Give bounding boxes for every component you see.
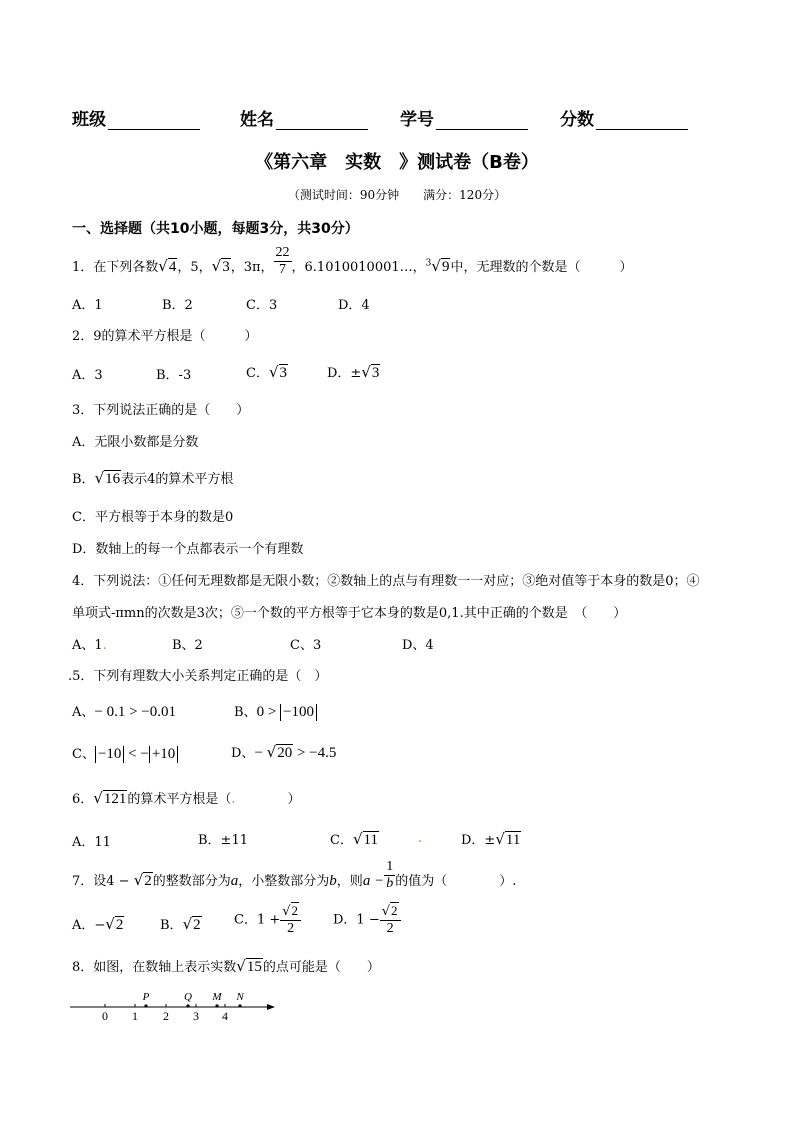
id-label: 学号 — [400, 110, 434, 130]
q7-option-a[interactable]: A．−√2 — [72, 915, 124, 933]
q3-b-value: 16 — [105, 471, 121, 487]
q6-tail: 的算术平方根是（ — [127, 792, 232, 807]
q1-decimal: ，6.1010010001…， — [291, 260, 426, 275]
q7-var-a: a — [230, 873, 239, 889]
q8-tail: 的点可能是（ ） — [262, 960, 380, 975]
question-7: 7．设4 − √2的整数部分为a，小整数部分为b，则a − $\frac{1}{b}$ 的值为（ ）. — [72, 859, 517, 891]
class-field — [72, 105, 200, 130]
id-field — [400, 105, 528, 130]
id-blank[interactable] — [436, 111, 528, 130]
q1-frac-num: 22 — [275, 245, 290, 260]
q5-a-expr: − 0.1 > −0.01 — [94, 704, 177, 720]
q6-radicand: 121 — [103, 791, 127, 807]
q2-d-prefix: D．± — [327, 366, 362, 381]
q7-c-prefix: C．1 + — [234, 912, 281, 928]
q1-sep: ，5， — [177, 260, 212, 275]
q5-option-a[interactable] — [72, 701, 176, 721]
q5-b-prefix: B、 — [234, 705, 257, 720]
q1-prefix: 1．在下列各数 — [72, 260, 159, 275]
score-label: 分数 — [560, 110, 594, 130]
q5-d-minus: − — [254, 745, 267, 761]
q3-option-a[interactable]: A．无限小数都是分数 — [72, 435, 199, 450]
point-label-M: M — [212, 991, 222, 1003]
fraction-1-over-b — [384, 859, 395, 892]
point-label-Q: Q — [184, 991, 192, 1003]
q8-prefix: 8．如图，在数轴上表示实数 — [72, 960, 237, 975]
q5-a-prefix: A、 — [72, 705, 95, 720]
q4-option-c[interactable]: C、3 — [290, 638, 322, 653]
tick-label-4: 4 — [222, 1009, 228, 1022]
q7-expr: a − — [362, 873, 385, 889]
q7-option-d[interactable] — [333, 903, 401, 937]
q7-d-den: 2 — [386, 921, 394, 936]
q7-radicand: 2 — [144, 873, 152, 889]
q6-option-c[interactable]: C．√11 — [330, 830, 378, 848]
tick-label-2: 2 — [163, 1009, 169, 1022]
point-label-P: P — [142, 991, 150, 1003]
point-M — [215, 1004, 218, 1007]
q1-option-a[interactable]: A．1 — [72, 298, 103, 313]
q3-option-b[interactable]: B．√16表示4的算术平方根 — [72, 469, 234, 487]
q5-d-tail: > −4.5 — [293, 745, 337, 761]
question-6: 6．√121的算术平方根是（. ） — [72, 789, 301, 807]
q7-mid2: ，小整数部分为 — [238, 874, 330, 889]
q7-b-prefix: B． — [160, 918, 183, 933]
class-label: 班级 — [72, 110, 106, 130]
q8-radicand: 15 — [246, 959, 262, 975]
q1-option-c[interactable]: C．3 — [246, 298, 278, 313]
q3-option-c[interactable]: C．平方根等于本身的数是0 — [72, 510, 234, 525]
q6-b-text: B．±11 — [198, 833, 248, 848]
q5-b-left: 0 > — [256, 704, 281, 720]
name-label: 姓名 — [240, 110, 274, 130]
q7-option-b[interactable]: B．√2 — [160, 915, 201, 933]
q1-cbrt-value: 9 — [441, 259, 450, 275]
q7-mid1: 的整数部分为 — [152, 874, 231, 889]
q6-option-d[interactable]: D．±√11 — [461, 830, 521, 848]
q7-c-den: 2 — [287, 921, 295, 936]
score-blank[interactable] — [596, 111, 688, 130]
q5-d-radicand: 20 — [277, 745, 293, 761]
q3-b-prefix: B． — [72, 472, 95, 487]
point-Q — [186, 1004, 189, 1007]
q1-sqrt3-value: 3 — [222, 259, 230, 275]
q7-d-prefix: D．1 − — [333, 912, 380, 928]
q5-option-b[interactable] — [234, 701, 317, 721]
q5-c-mid: < − — [124, 746, 149, 762]
q7-mid3: ，则 — [336, 874, 363, 889]
q2-c-prefix: C． — [246, 366, 269, 381]
page-subtitle: （测试时间：90分钟 满分：120分） — [287, 188, 507, 202]
q4-option-d[interactable]: D、4 — [402, 638, 434, 653]
tick-label-1: 1 — [132, 1009, 138, 1022]
q7-var-b: b — [329, 873, 337, 889]
axis-arrow-icon — [267, 1004, 275, 1010]
q2-option-a[interactable]: A．3 — [72, 368, 103, 383]
q5-c-abs2: +10 — [149, 746, 178, 763]
q5-option-c[interactable] — [72, 743, 178, 763]
q1-pi: ，3π， — [230, 260, 274, 275]
score-field — [560, 105, 688, 130]
q4-option-b[interactable]: B、2 — [172, 638, 203, 653]
point-N — [238, 1004, 241, 1007]
decorative-dot: . — [102, 638, 107, 653]
q4-option-a[interactable] — [72, 634, 107, 653]
point-label-N: N — [236, 991, 244, 1003]
number-line — [68, 988, 280, 1022]
q6-d-prefix: D．± — [461, 833, 496, 848]
q7-frac-den: b — [386, 876, 394, 891]
q7-a-value: 2 — [115, 917, 124, 933]
question-3: 3．下列说法正确的是（ ） — [72, 403, 250, 418]
fraction-22-7 — [274, 245, 292, 278]
question-8: 8．如图，在数轴上表示实数√15的点可能是（ ） — [72, 957, 380, 975]
name-field — [240, 105, 368, 130]
q2-option-b[interactable]: B．-3 — [156, 368, 192, 383]
tick-label-3: 3 — [193, 1009, 199, 1022]
q6-option-a[interactable]: A．11 — [72, 835, 111, 850]
q7-d-fraction: $\frac{√2}{2}$ — [380, 903, 401, 937]
q7-frac-num: 1 — [386, 859, 394, 874]
sqrt-4: √4 — [158, 257, 177, 275]
q7-c-fraction: $\frac{√2}{2}$ — [280, 903, 301, 937]
q7-b-value: 2 — [193, 917, 201, 933]
decorative-dot: . — [231, 792, 236, 807]
q3-b-post: 表示4的算术平方根 — [121, 472, 234, 487]
q6-d-value: 11 — [505, 832, 521, 848]
q1-option-d[interactable]: D．4 — [338, 298, 370, 313]
q6-number: 6． — [72, 792, 94, 807]
point-P — [144, 1004, 147, 1007]
question-2: 2．9的算术平方根是（ ） — [72, 329, 258, 344]
tick-label-0: 0 — [102, 1009, 108, 1022]
q6-option-b[interactable] — [198, 829, 248, 848]
class-blank[interactable] — [108, 111, 200, 130]
question-1 — [72, 245, 633, 278]
section-heading: 一、选择题（共10小题，每题3分，共30分） — [72, 221, 359, 237]
q5-c-abs1: −10 — [95, 746, 124, 763]
q7-option-c[interactable] — [234, 903, 301, 937]
q2-option-d[interactable]: D．±√3 — [327, 363, 380, 381]
q2-option-c[interactable]: C．√3 — [246, 363, 288, 381]
question-5: .5．下列有理数大小关系判定正确的是（ ） — [68, 669, 328, 684]
q1-option-b[interactable]: B．2 — [162, 298, 193, 313]
cube-root-9: $^3$√9 — [425, 257, 450, 275]
q5-d-prefix: D、 — [231, 746, 255, 761]
q1-cbrt-index: 3 — [425, 258, 432, 269]
q7-prefix: 7．设4 − — [72, 874, 134, 889]
q5-option-d[interactable]: D、− √20 > −4.5 — [231, 743, 337, 761]
q1-suffix: 中，无理数的个数是（ ） — [450, 260, 633, 275]
question-4-line-1: 4．下列说法：①任何无理数都是无限小数；②数轴上的点与有理数一一对应；③绝对值等于本身的数是0；④ — [72, 574, 700, 589]
q5-c-prefix: C、 — [72, 747, 95, 762]
name-blank[interactable] — [276, 111, 368, 130]
q2-c-value: 3 — [279, 365, 288, 381]
q1-frac-den: 7 — [279, 262, 287, 277]
page-title: 《第六章 实数 》测试卷（B卷） — [255, 152, 539, 173]
question-4-line-2: 单项式-πmn的次数是3次；⑤一个数的平方根等于它本身的数是0,1.其中正确的个数是 （ ） — [72, 606, 627, 621]
q7-tail: 的值为（ ）. — [395, 874, 517, 889]
q1-sqrt4-value: 4 — [168, 259, 177, 275]
q6-c-prefix: C． — [330, 833, 353, 848]
q4-a-text: A、1 — [72, 638, 103, 653]
q5-b-abs: −100 — [280, 704, 317, 721]
q6-close: ） — [235, 792, 301, 807]
q3-option-d[interactable]: D．数轴上的每一个点都表示一个有理数 — [72, 542, 304, 557]
decorative-dot: . — [418, 831, 423, 846]
sqrt-3: √3 — [211, 257, 230, 275]
q6-c-value: 11 — [363, 832, 378, 848]
q7-d-num: 2 — [391, 903, 398, 918]
q7-a-prefix: A．− — [72, 918, 106, 933]
q2-d-value: 3 — [371, 365, 380, 381]
q7-c-num: 2 — [291, 903, 299, 918]
